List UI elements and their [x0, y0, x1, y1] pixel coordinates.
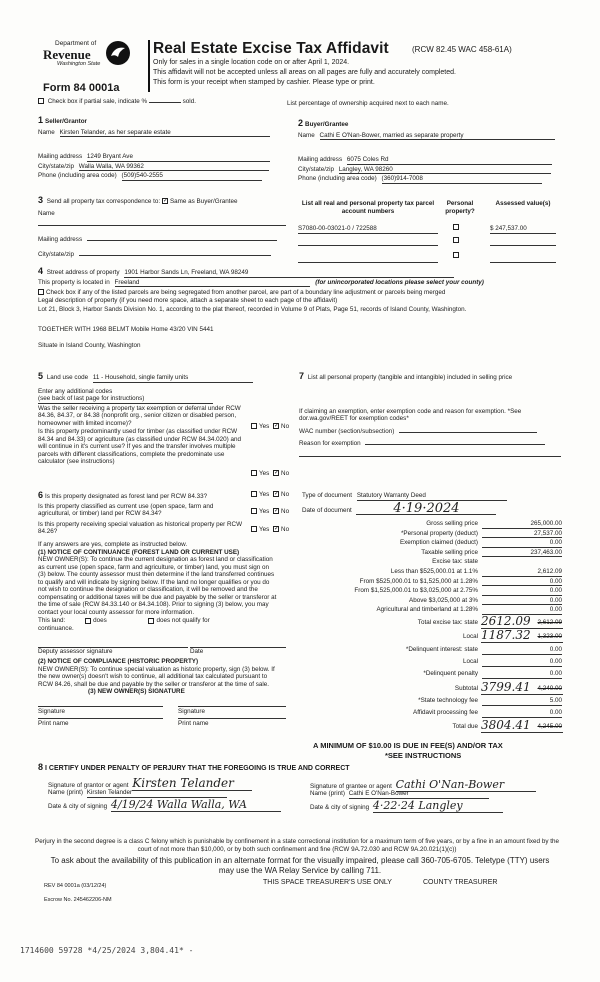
- q-timber-yes-checkbox[interactable]: [251, 470, 257, 476]
- calc-row-value[interactable]: 237,463.00: [482, 549, 562, 558]
- deputy-signature-label: Deputy assessor signature: [38, 647, 113, 655]
- calc-row-label: From $1,525,000.01 to $3,025,000 at 2.75%: [354, 587, 478, 595]
- assessed-value-field-2[interactable]: [490, 245, 556, 246]
- partial-sale-label: Check box if partial sale, indicate %: [47, 98, 148, 105]
- delinquent-state-row: [300, 646, 562, 656]
- grantee-date-label: Date & city of signing: [310, 804, 370, 811]
- buyer-section: [298, 118, 560, 184]
- seller-city-field[interactable]: Walla Walla, WA 99362: [79, 163, 269, 172]
- q-exemption-answers: [251, 423, 289, 431]
- buyer-mailing-label: Mailing address: [298, 156, 343, 164]
- grantee-date-city[interactable]: 4·22·24 Langley: [373, 799, 503, 813]
- total-state-label: Total excise tax: state: [417, 619, 478, 626]
- grantor-print-name[interactable]: Kirsten Telander: [87, 789, 227, 798]
- doc-date-row: [302, 503, 496, 515]
- calc-row: [300, 549, 562, 559]
- partial-percent-input[interactable]: [149, 102, 181, 103]
- dept-line1: Department of: [55, 40, 97, 47]
- cashier-stamp: 1714600 59728 *4/25/2024 3,804.41* -: [20, 946, 194, 955]
- dept-line3: Washington State: [57, 61, 101, 67]
- calc-row-label: Excise tax: state: [432, 558, 478, 566]
- calc-row: [300, 558, 562, 568]
- calc-row-label: From $525,000.01 to $1,525,000 at 1.28%: [359, 577, 478, 585]
- q-current-use-answers: [251, 508, 289, 516]
- yes-label-4: Yes: [259, 508, 270, 515]
- no-label-5: No: [281, 526, 290, 533]
- see-instructions-note: *SEE INSTRUCTIONS: [385, 751, 462, 760]
- total-due-label: Total due: [452, 723, 478, 730]
- seller-section: [38, 115, 281, 181]
- no-label-3: No: [281, 491, 290, 498]
- buyer-city-field[interactable]: Langley, WA 98260: [339, 166, 551, 175]
- deputy-date-line[interactable]: [190, 647, 286, 648]
- escrow-number: Escrow No. 245462206-NM: [44, 897, 112, 903]
- section-3-number: 3: [38, 195, 44, 205]
- notice-2-body: NEW OWNER(S): To continue special valuation as historic property, sign (3) below. If the new owner(s) doesn't wish to continue, all additional tax calculated pursuant to RCW 84.26, shall be due and payable by the seller or transferor at the time of sale.: [38, 665, 275, 688]
- ownership-note: List percentage of ownership acquired next to each name.: [287, 100, 449, 107]
- legal-description-2: TOGETHER WITH 1968 BELMT Mobile Home 43/20 VIN 5441: [38, 325, 214, 333]
- tech-fee-value[interactable]: 5.00: [482, 697, 562, 706]
- corr-name-label: Name: [38, 209, 55, 217]
- print-name-line-2[interactable]: [178, 718, 286, 719]
- signature-label-1: Signature: [38, 707, 65, 715]
- buyer-city-label: City/state/zip: [298, 165, 335, 173]
- does-checkbox[interactable]: [85, 618, 91, 624]
- corr-mailing-field[interactable]: [87, 234, 277, 241]
- q-exemption: Was the seller receiving a property tax exemption or deferral under RCW 84.36, 84.37, or 84.38 (nonprofit org., senior citizen or disabled person, homeowner with limited income)?: [38, 404, 241, 427]
- additional-codes-label: Enter any additional codes: [38, 387, 113, 395]
- grantor-date-city[interactable]: 4/19/24 Walla Walla, WA: [111, 798, 281, 812]
- yes-label-5: Yes: [259, 526, 270, 533]
- calc-row: [300, 539, 562, 549]
- notice-2-title: (2) NOTICE OF COMPLIANCE (HISTORIC PROPERTY): [38, 658, 199, 666]
- yes-label-1: Yes: [259, 423, 270, 430]
- affidavit-fee-value[interactable]: 0.00: [482, 709, 562, 718]
- this-land-label: This land:: [38, 617, 66, 625]
- grantee-signature[interactable]: Cathi O'Nan-Bower: [396, 778, 536, 792]
- calc-row-value[interactable]: 0.00: [482, 587, 562, 596]
- parcel-col-header: List all real and personal property tax parcel account numbers: [301, 200, 435, 215]
- correspondence-label: Send all property tax correspondence to:: [46, 198, 161, 205]
- seller-phone-field[interactable]: (509)540-2555: [122, 172, 262, 181]
- calc-row-label: Agricultural and timberland at 1.28%: [376, 606, 478, 614]
- signature-label-2: Signature: [178, 707, 205, 715]
- seller-name-label: Name: [38, 128, 55, 136]
- segregated-checkbox[interactable]: [38, 289, 44, 295]
- doc-type-row: [302, 492, 507, 501]
- calc-row-value[interactable]: 0.00: [482, 606, 562, 615]
- calc-row-label: Above $3,025,000 at 3%: [409, 596, 478, 604]
- assessed-col-header: Assessed value(s): [495, 200, 551, 207]
- personal-property-checkbox-1[interactable]: [453, 224, 459, 230]
- header-note-2: This affidavit will not be accepted unless all areas on all pages are fully and accurately completed.: [153, 69, 456, 76]
- corr-city-label: City/state/zip: [38, 250, 75, 258]
- same-as-buyer-label: Same as Buyer/Grantee: [169, 198, 238, 205]
- seller-mailing-field[interactable]: 1249 Bryant Ave: [87, 153, 270, 162]
- grantor-date-label: Date & city of signing: [48, 803, 108, 810]
- calc-row: [300, 520, 562, 530]
- local-label: Local: [462, 633, 478, 640]
- delinquent-local-row: [300, 658, 562, 668]
- doc-date-field[interactable]: 4·19·2024: [356, 503, 496, 515]
- land-use-label: Land use code: [46, 374, 89, 381]
- reason-field[interactable]: [365, 438, 545, 445]
- personal-property-checkbox-2[interactable]: [453, 237, 459, 243]
- q-forest: Is this property designated as forest land per RCW 84.33?: [45, 493, 208, 500]
- section-1-number: 1: [38, 115, 44, 125]
- calc-row: [300, 568, 562, 578]
- grantee-name-label: Name (print): [310, 790, 345, 797]
- certify-statement: I CERTIFY UNDER PENALTY OF PERJURY THAT THE FOREGOING IS TRUE AND CORRECT: [45, 765, 350, 772]
- see-back-label: (see back of last page for instructions): [38, 395, 213, 404]
- delinquent-penalty-row: [300, 670, 562, 680]
- wac-label: WAC number (section/subsection): [299, 427, 395, 435]
- grantee-print-name[interactable]: Cathi E O'Nan-Bower: [349, 790, 489, 799]
- minimum-fee-note: A MINIMUM OF $10.00 IS DUE IN FEE(S) AND/OR TAX: [313, 741, 503, 750]
- rcw-reference: (RCW 82.45 WAC 458-61A): [412, 45, 512, 54]
- page-title: Real Estate Excise Tax Affidavit: [153, 40, 389, 57]
- new-owner-signature-line-2[interactable]: [178, 706, 286, 707]
- calc-row: [300, 578, 562, 588]
- corr-mailing-label: Mailing address: [38, 236, 83, 244]
- delinquent-penalty-value[interactable]: 0.00: [482, 670, 562, 679]
- section-2-number: 2: [298, 118, 304, 128]
- seller-heading: Seller/Grantor: [45, 118, 88, 125]
- print-name-label-2: Print name: [178, 719, 209, 727]
- total-state-printed: 2,612.09: [537, 619, 562, 626]
- rev-number: REV 84 0001a (03/12/24): [44, 883, 107, 889]
- tech-fee-label: *State technology fee: [418, 697, 478, 704]
- legal-description-1: Lot 21, Block 3, Harbor Sands Division No. 1, according to the plat thereof, recorded in Volume 9 of Plats, Page 51, records of Island County, Washington.: [38, 306, 467, 314]
- tech-fee-row: [300, 697, 562, 707]
- parcel-number-field-2[interactable]: [298, 245, 438, 246]
- notice-1-body: NEW OWNER(S): To continue the current designation as forest land or classification as current use (open space, farm and agriculture, or timber) land, you must sign on (3) below. The county assessor must then determine if the land transferred continues to qualify and will indicate by signing below. If the land no longer qualifies or you do not wish to continue the designation or classification, it will be removed and the compensating or additional taxes will be due and payable by the seller or transferor at the time of sale (RCW 84.33.140 or 84.34.108). Prior to signing (3) below, you may contact your local county assessor for more information.: [38, 556, 277, 616]
- q-timber-no-checkbox[interactable]: [273, 470, 279, 476]
- subtotal-label: Subtotal: [454, 685, 478, 692]
- personal-col-header: Personal property?: [445, 200, 475, 215]
- delinquent-state-label: *Delinquent interest: state: [405, 646, 478, 653]
- parcel-number-field[interactable]: S7080-00-03021-0 / 722588: [298, 225, 438, 234]
- grantee-signature-label: Signature of grantee or agent: [310, 783, 392, 790]
- assessed-value-field[interactable]: $ 247,537.00: [490, 225, 556, 234]
- total-state-handwritten[interactable]: 2612.09: [481, 614, 563, 629]
- calc-row-value[interactable]: 0.00: [482, 578, 562, 587]
- yes-label-2: Yes: [259, 470, 270, 477]
- wac-field[interactable]: [399, 426, 537, 433]
- section-8-number: 8: [38, 762, 44, 772]
- land-use-field[interactable]: 11 - Household, single family units: [93, 374, 253, 383]
- does-label: does: [93, 617, 107, 625]
- located-label: This property is located in: [38, 278, 110, 286]
- grantor-signature[interactable]: Kirsten Telander: [132, 776, 252, 791]
- no-label-1: No: [281, 423, 290, 430]
- print-name-line-1[interactable]: [38, 718, 163, 719]
- located-field[interactable]: Freeland: [115, 279, 310, 288]
- segregated-label: Check box if any of the listed parcels are being segregated from another parcel, are part of a boundary line adjustment or parcels being merged: [46, 289, 446, 297]
- delinquent-state-value[interactable]: 0.00: [482, 646, 562, 655]
- calc-row-label: Taxable selling price: [421, 548, 478, 556]
- calc-row: [300, 530, 562, 540]
- q-current-use: Is this property classified as current use (open space, farm and agricultural, or timber) land per RCW 84.34?: [38, 502, 214, 518]
- calc-row-value[interactable]: 0.00: [482, 597, 562, 606]
- deputy-date-label: Date: [190, 647, 204, 655]
- new-owner-signature-line-1[interactable]: [38, 706, 163, 707]
- total-due-handwritten[interactable]: 3804.41: [481, 718, 563, 733]
- section-4-number: 4: [38, 266, 44, 276]
- section-8: [38, 762, 563, 838]
- seller-phone-label: Phone (including area code): [38, 172, 117, 180]
- county-treasurer: COUNTY TREASURER: [423, 879, 498, 886]
- assessed-value-field-3[interactable]: [490, 262, 556, 263]
- subtotal-row: [300, 682, 562, 696]
- section-3: [38, 195, 286, 258]
- calc-row-label: Exemption claimed (deduct): [399, 539, 478, 547]
- street-label: Street address of property: [46, 269, 120, 276]
- partial-sale-checkbox[interactable]: [38, 98, 44, 104]
- delinquent-penalty-label: *Delinquent penalty: [423, 670, 478, 677]
- seller-mailing-label: Mailing address: [38, 153, 83, 161]
- grantor-name-label: Name (print): [48, 789, 83, 796]
- revenue-logo: [43, 40, 143, 80]
- grantor-signature-label: Signature of grantor or agent: [48, 782, 129, 789]
- wa-logo-icon: [105, 40, 131, 66]
- affidavit-fee-label: Affidavit processing fee: [413, 709, 478, 716]
- section-7-number: 7: [299, 371, 305, 381]
- header-divider: [148, 40, 150, 92]
- q-historic-no-checkbox[interactable]: [273, 526, 279, 532]
- subtotal-handwritten[interactable]: 3799.41: [481, 680, 563, 695]
- corr-name-field[interactable]: [38, 225, 286, 226]
- legal-description-3: Situate in Island County, Washington: [38, 342, 141, 350]
- print-name-label-1: Print name: [38, 719, 69, 727]
- calc-row: [300, 597, 562, 607]
- does-not-checkbox[interactable]: [148, 618, 154, 624]
- section-5-number: 5: [38, 371, 44, 381]
- calc-row-label: Less than $525,000.01 at 1.1%: [390, 568, 478, 575]
- local-printed: 1,323.00: [537, 633, 562, 640]
- buyer-name-field[interactable]: Cathi E O'Nan-Bower, married as separate property: [320, 132, 555, 141]
- q-historic-answers: [251, 526, 289, 534]
- buyer-heading: Buyer/Grantee: [305, 121, 349, 128]
- alt-format-notice: To ask about the availability of this publication in an alternate format for the visually impaired, please call 360-705-6705. Teletype (TTY) users may use the WA Relay Service by calling 711.: [50, 856, 550, 875]
- section-5: [38, 371, 298, 477]
- calc-row-value[interactable]: 27,537.00: [482, 530, 562, 539]
- buyer-name-label: Name: [298, 131, 315, 139]
- section-6: [38, 490, 298, 728]
- calc-row-label: *Personal property (deduct): [400, 529, 478, 537]
- q-forest-no-checkbox[interactable]: [273, 491, 279, 497]
- q-current-use-yes-checkbox[interactable]: [251, 508, 257, 514]
- doc-type-label: Type of document: [302, 492, 353, 499]
- new-owner-signature-label: (3) NEW OWNER(S) SIGNATURE: [88, 688, 185, 696]
- unincorporated-note: (for unincorporated locations please select your county): [315, 278, 484, 286]
- seller-name-field[interactable]: Kirsten Telander, as her separate estate: [60, 129, 270, 138]
- form-number: Form 84 0001a: [43, 82, 120, 94]
- local-row: [300, 630, 562, 644]
- notice-1-title: (1) NOTICE OF CONTINUANCE (FOREST LAND OR CURRENT USE): [38, 548, 240, 556]
- q-historic: Is this property receiving special valuation as historical property per RCW 84.26?: [38, 520, 243, 536]
- q-exemption-yes-checkbox[interactable]: [251, 423, 257, 429]
- q-current-use-no-checkbox[interactable]: [273, 508, 279, 514]
- q-exemption-no-checkbox[interactable]: [273, 423, 279, 429]
- total-due-printed: 4,245.00: [537, 723, 562, 730]
- any-yes-note: If any answers are yes, complete as instructed below.: [38, 540, 188, 548]
- seller-city-label: City/state/zip: [38, 162, 75, 170]
- q-forest-yes-checkbox[interactable]: [251, 491, 257, 497]
- no-label-2: No: [281, 470, 290, 477]
- q-timber-answers: [251, 470, 289, 478]
- header-note-3: This form is your receipt when stamped by cashier. Please type or print.: [153, 79, 375, 86]
- calc-row-value[interactable]: 2,612.09: [482, 568, 562, 577]
- calc-row-value[interactable]: 265,000.00: [482, 520, 562, 529]
- doc-type-field[interactable]: Statutory Warranty Deed: [357, 492, 507, 501]
- partial-sale-row: [38, 98, 196, 106]
- personal-property-label: List all personal property (tangible and intangible) included in selling price: [307, 374, 513, 381]
- sold-label: sold.: [182, 98, 196, 105]
- q-forest-answers: [251, 491, 289, 499]
- calc-row: [300, 587, 562, 597]
- legal-description-label: Legal description of property (if you need more space, attach a separate sheet to each page of the affidavit): [38, 296, 338, 304]
- subtotal-printed: 4,240.00: [537, 685, 562, 692]
- treasurer-use-only: THIS SPACE TREASURER'S USE ONLY: [263, 879, 392, 886]
- perjury-notice: Perjury in the second degree is a class C felony which is punishable by confinement in a state correctional institution for a maximum term of five years, or by a fine in an amount fixed by the court of not more than $10,000, or by both such confinement and fine (RCW 9A.72.030 and RCW 9A.20.021(1)(c)): [35, 838, 559, 853]
- calc-row-label: Gross selling price: [426, 520, 478, 527]
- dept-line2: Revenue: [43, 47, 91, 62]
- corr-city-field[interactable]: [79, 249, 271, 256]
- delinquent-local-label: Local: [462, 658, 478, 665]
- buyer-phone-field[interactable]: (360)914-7008: [382, 175, 542, 184]
- buyer-phone-label: Phone (including area code): [298, 175, 377, 183]
- does-not-label: does not qualify for: [156, 617, 210, 625]
- local-handwritten[interactable]: 1187.32: [481, 628, 563, 643]
- personal-property-checkbox-3[interactable]: [453, 252, 459, 258]
- reason-label: Reason for exemption: [299, 440, 361, 448]
- continuance-label: continuance.: [38, 625, 74, 632]
- section-4: [38, 266, 563, 350]
- no-label-4: No: [281, 508, 290, 515]
- header-note-1: Only for sales in a single location code on or after April 1, 2024.: [153, 59, 350, 66]
- calc-row-value[interactable]: 0.00: [482, 539, 562, 548]
- parcel-number-field-3[interactable]: [298, 262, 438, 263]
- section-7: [299, 371, 561, 457]
- exemption-label: If claiming an exemption, enter exemption code and reason for exemption. *See dor.wa.gov/REET for exemption codes*: [299, 407, 522, 423]
- yes-label-3: Yes: [259, 491, 270, 498]
- total-due-row: [300, 720, 562, 734]
- street-field[interactable]: 1901 Harbor Sands Ln, Freeland, WA 98249: [124, 269, 454, 278]
- same-as-buyer-checkbox[interactable]: [162, 198, 168, 204]
- q-timber: Is this property predominantly used for timber (as classified under RCW 84.34 and 84.33) or agriculture (as classified under RCW 84.34.020) and will continue in it's current use? If yes and the transfer involves multiple parcels with different classifications, complete the predominate use calculator (see instructions): [38, 428, 242, 466]
- delinquent-local-value[interactable]: 0.00: [482, 658, 562, 667]
- section-6-number: 6: [38, 490, 44, 500]
- buyer-mailing-field[interactable]: 6075 Coles Rd: [347, 156, 552, 165]
- reason-field-line-2[interactable]: [299, 456, 561, 457]
- doc-date-label: Date of document: [302, 507, 352, 514]
- q-historic-yes-checkbox[interactable]: [251, 526, 257, 532]
